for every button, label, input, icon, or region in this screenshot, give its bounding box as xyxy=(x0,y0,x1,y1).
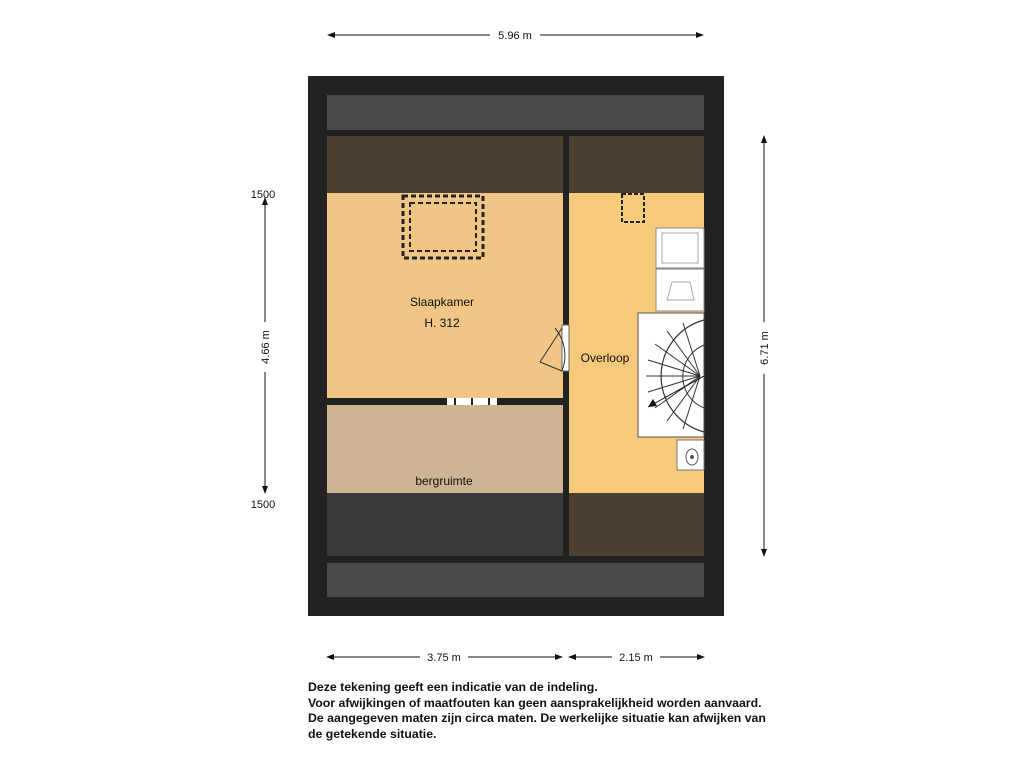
low-ceiling-bottom-right xyxy=(569,493,704,556)
left-bottom-marker: 1500 xyxy=(250,499,276,511)
dryer-icon xyxy=(656,269,704,311)
washing-machine-icon xyxy=(656,228,704,268)
disclaimer-line: Voor afwijkingen of maatfouten kan geen aansprakelijkheid worden aanvaard. xyxy=(308,695,762,710)
right-height-label: 6.71 m xyxy=(759,331,771,365)
bottom-dimension xyxy=(327,652,704,664)
roof-band-bottom xyxy=(327,563,704,597)
top-dimension xyxy=(328,30,703,42)
landing-label: Overloop xyxy=(580,351,630,365)
toilet-icon xyxy=(677,440,704,470)
spiral-staircase xyxy=(638,313,704,437)
right-dimension xyxy=(759,136,771,556)
disclaimer-line: Deze tekening geeft een indicatie van de indeling. xyxy=(308,680,598,694)
left-dimension xyxy=(251,189,275,511)
bottom-left-width-label: 3.75 m xyxy=(427,652,461,664)
top-width-label: 5.96 m xyxy=(498,30,532,42)
disclaimer-line: de getekende situatie. xyxy=(308,726,437,741)
roof-band-top xyxy=(327,95,704,130)
storage-label: bergruimte xyxy=(415,474,473,488)
left-height-label: 4.66 m xyxy=(260,330,272,364)
low-ceiling-top-left xyxy=(327,136,563,193)
low-ceiling-bottom-left xyxy=(327,493,563,556)
left-top-marker: 1500 xyxy=(250,189,276,201)
disclaimer-line: De aangegeven maten zijn circa maten. De werkelijke situatie kan afwijken van xyxy=(308,711,766,725)
storage-hatch xyxy=(447,398,497,405)
disclaimer xyxy=(308,680,788,742)
bedroom-label: Slaapkamer xyxy=(409,295,475,309)
low-ceiling-top-right xyxy=(569,136,704,193)
wall-bedroom-storage xyxy=(327,398,563,405)
bottom-right-width-label: 2.15 m xyxy=(619,652,653,664)
bedroom-height-label: H. 312 xyxy=(424,316,460,330)
